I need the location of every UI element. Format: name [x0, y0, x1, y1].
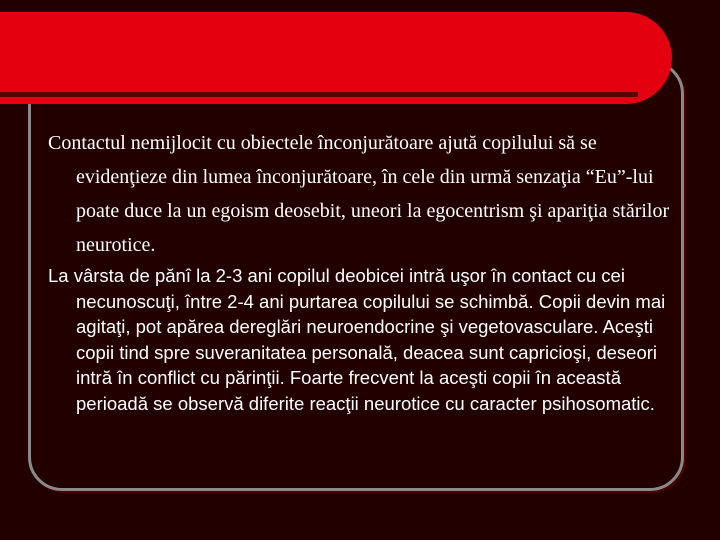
paragraph-2: La vârsta de pănî la 2-3 ani copilul deobicei intră uşor în contact cu cei necunoscuţi, între 2-4 ani purtarea copilului se schimbă. Copii devin mai agitaţi, pot apărea dereglări neuroendocrine şi vegetovasculare. Aceşti copii tind spre suveranitatea personală, deacea sunt capricioşi, deseori intră în conflict cu părinţii. Foarte frecvent la aceşti copii în această perioadă se observă diferite reacţii neurotice cu caracter psihosomatic. — [48, 265, 666, 414]
title-bar-shadow — [0, 92, 638, 97]
paragraph-1: Contactul nemijlocit cu obiectele înconjurătoare ajută copilului să se evidenţieze din lumea înconjurătoare, în cele din urmă senzaţia “Eu”-lui poate duce la un egoism deosebit, uneori la egocentrism şi apariţia stărilor neurotice. — [48, 132, 670, 256]
slide-body — [48, 126, 678, 416]
title-bar — [0, 12, 672, 104]
